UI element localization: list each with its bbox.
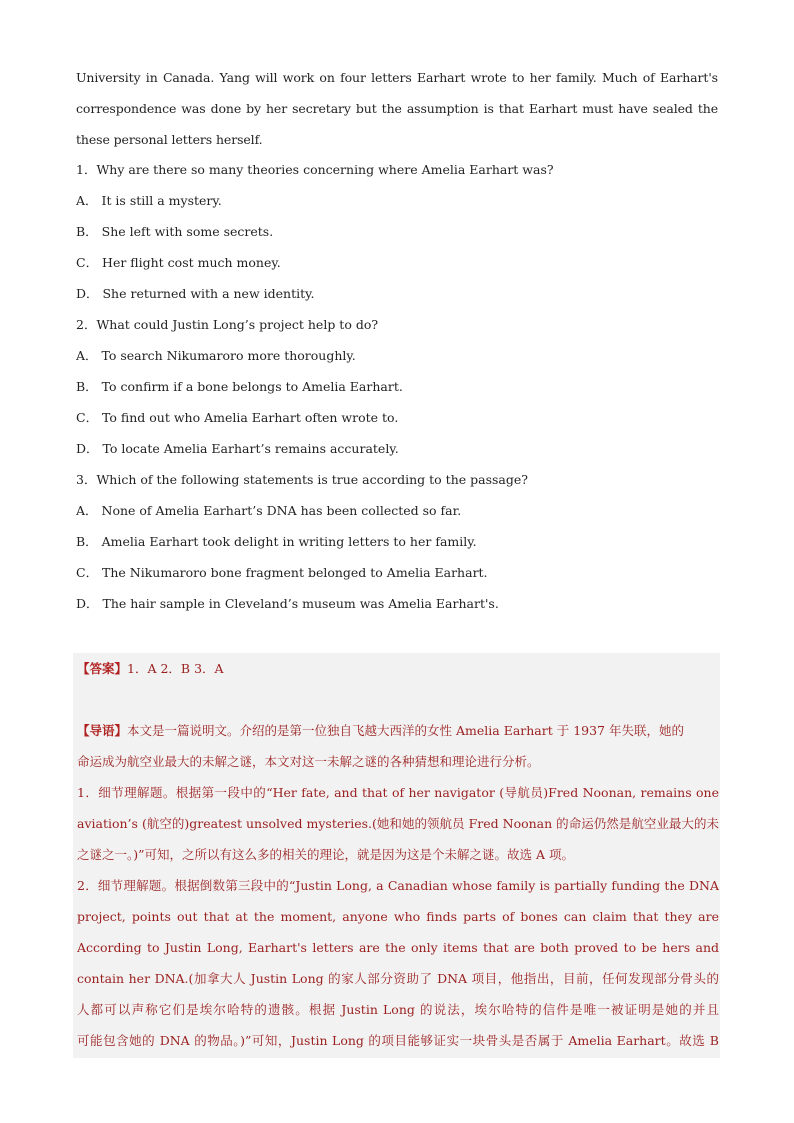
passage-line: University in Canada. Yang will work on four letters Earhart wrote to her family. Much of Earhart's (76, 70, 718, 85)
answer-values: 1．A 2．B 3．A (127, 661, 224, 676)
explanation-line: According to Justin Long, Earhart's letters are the only items that are both proved to be hers and (77, 940, 719, 955)
question-stem: 3．Which of the following statements is true according to the passage? (76, 472, 528, 487)
question-option: C． To find out who Amelia Earhart often wrote to. (76, 410, 399, 425)
explanation-line: 之谜之一。)”可知，之所以有这么多的相关的理论，就是因为这是个未解之谜。故选 A 项。 (77, 847, 574, 862)
explanation-line: 可能包含她的 DNA 的物品。)”可知，Justin Long 的项目能够证实一块骨头是否属于 Amelia Earhart。故选 B (77, 1033, 719, 1048)
question-option: B． To confirm if a bone belongs to Amelia Earhart. (76, 379, 403, 394)
passage-line: these personal letters herself. (76, 132, 263, 147)
passage-text (76, 62, 718, 155)
explanation-line: 1．细节理解题。根据第一段中的“Her fate, and that of her navigator (导航员)Fred Noonan, remains one (77, 785, 719, 800)
question-stem: 1．Why are there so many theories concerning where Amelia Earhart was? (76, 162, 554, 177)
answer-section (73, 653, 720, 1058)
explanation-line: contain her DNA.(加拿大人 Justin Long 的家人部分资助了 DNA 项目，他指出，目前，任何发现部分骨头的 (77, 971, 719, 986)
guide-text-2: 命运成为航空业最大的未解之谜，本文对这一未解之谜的各种猜想和理论进行分析。 (77, 754, 540, 769)
question-option: D． The hair sample in Cleveland’s museum was Amelia Earhart's. (76, 596, 499, 611)
question-option: C． Her flight cost much money. (76, 255, 281, 270)
questions-block (76, 154, 718, 619)
question-option: A． It is still a mystery. (76, 193, 222, 208)
passage-line: correspondence was done by her secretary but the assumption is that Earhart must have sealed the (76, 101, 718, 116)
question-option: D． To locate Amelia Earhart’s remains accurately. (76, 441, 399, 456)
explanation-line: aviation’s (航空的)greatest unsolved mysteries.(她和她的领航员 Fred Noonan 的命运仍然是航空业最大的未 (77, 816, 719, 831)
answer-tag: 【答案】 (77, 661, 128, 676)
question-stem: 2．What could Justin Long’s project help to do? (76, 317, 379, 332)
guide-text-1: 本文是一篇说明文。介绍的是第一位独自飞越大西洋的女性 Amelia Earhart 于 1937 年失联，她的 (127, 723, 684, 738)
guide-tag: 【导语】 (77, 723, 128, 738)
question-option: D． She returned with a new identity. (76, 286, 315, 301)
explanation-line: 人都可以声称它们是埃尔哈特的遗骸。根据 Justin Long 的说法，埃尔哈特的信件是唯一被证明是她的并且 (77, 1002, 719, 1017)
spacer (77, 684, 719, 715)
explanation-line: 2．细节理解题。根据倒数第三段中的“Justin Long, a Canadian whose family is partially funding the DNA (77, 878, 719, 893)
question-option: B． Amelia Earhart took delight in writing letters to her family. (76, 534, 477, 549)
answer-line (77, 653, 719, 684)
question-option: C． The Nikumaroro bone fragment belonged to Amelia Earhart. (76, 565, 488, 580)
answer-content (77, 653, 719, 1056)
question-option: A． To search Nikumaroro more thoroughly. (76, 348, 356, 363)
explanation-line: project, points out that at the moment, anyone who finds parts of bones can claim that they are (77, 909, 719, 924)
question-option: B． She left with some secrets. (76, 224, 274, 239)
question-option: A． None of Amelia Earhart’s DNA has been collected so far. (76, 503, 462, 518)
guide-line (77, 715, 719, 746)
